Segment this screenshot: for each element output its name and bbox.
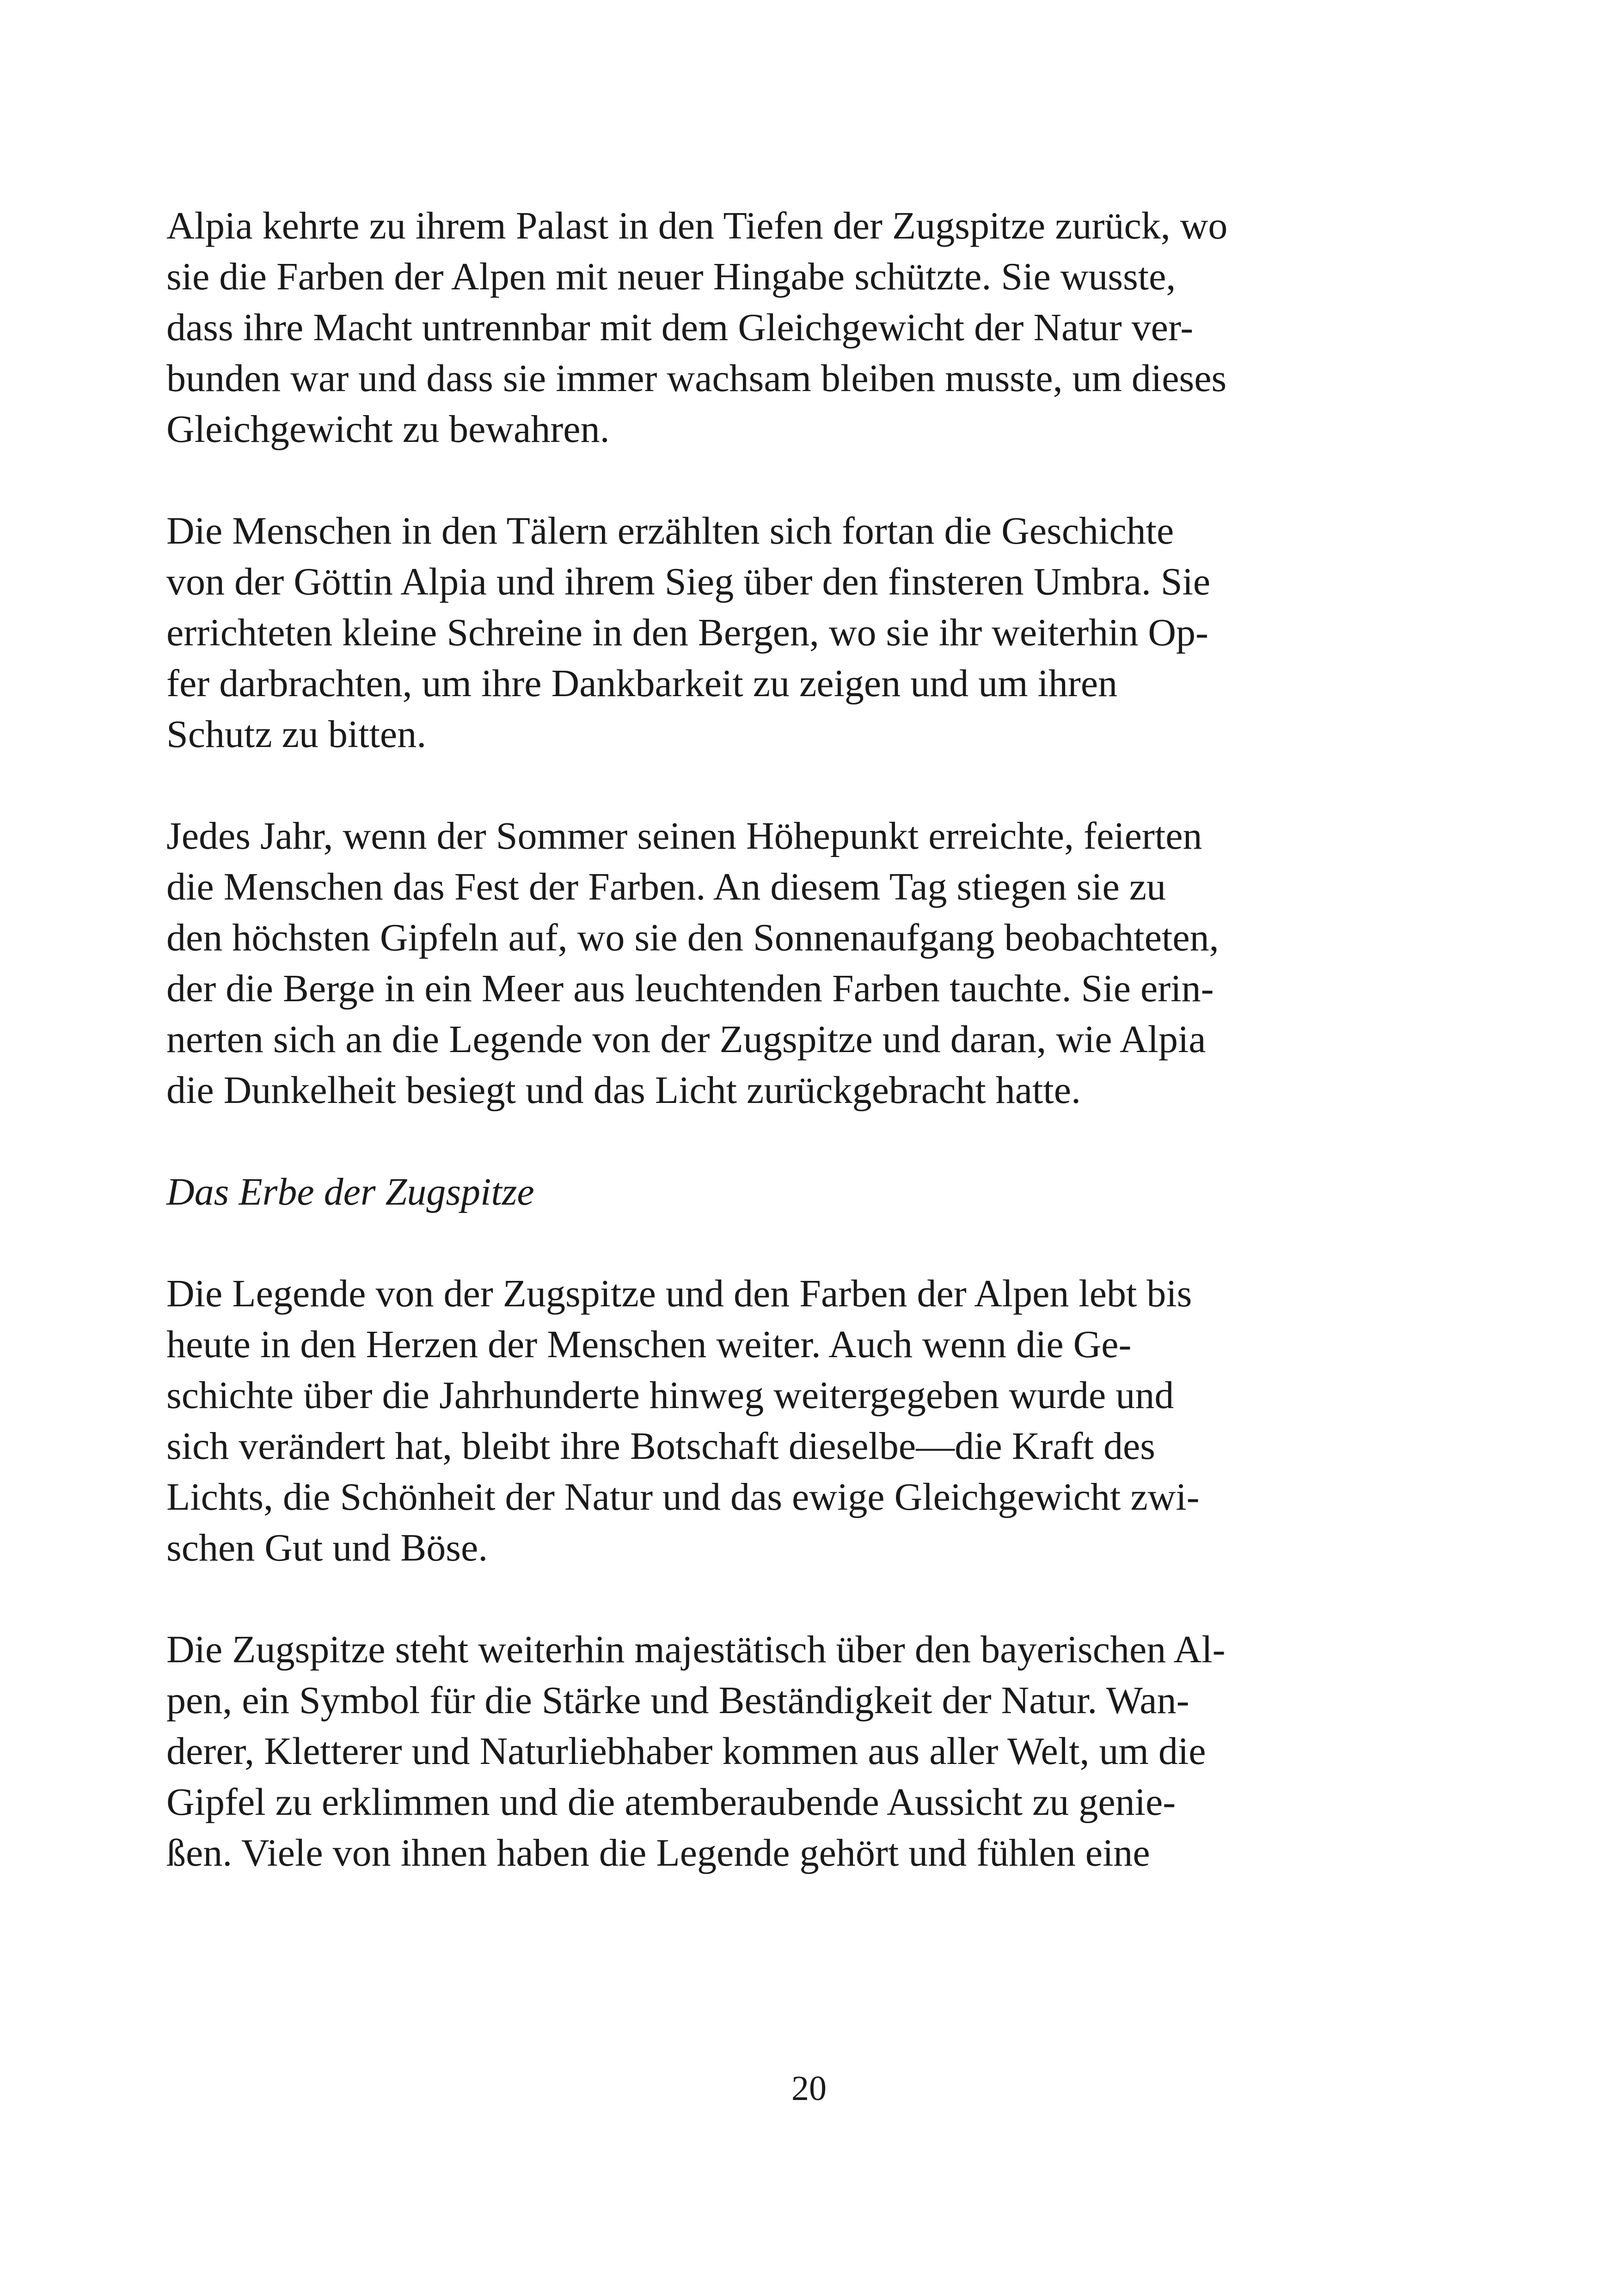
text-line: dass ihre Macht untrennbar mit dem Gleichgewicht der Natur ver- bbox=[166, 306, 1194, 349]
text-line: Die Legende von der Zugspitze und den Farben der Alpen lebt bis bbox=[166, 1272, 1192, 1315]
text-line: Schutz zu bitten. bbox=[166, 713, 427, 756]
text-line: von der Göttin Alpia und ihrem Sieg über den finsteren Umbra. Sie bbox=[166, 560, 1211, 603]
text-line: errichteten kleine Schreine in den Bergen, wo sie ihr weiterhin Op- bbox=[166, 611, 1209, 654]
text-line: pen, ein Symbol für die Stärke und Beständigkeit der Natur. Wan- bbox=[166, 1679, 1189, 1722]
text-line: Jedes Jahr, wenn der Sommer seinen Höhepunkt erreichte, feierten bbox=[166, 814, 1202, 857]
text-line: der die Berge in ein Meer aus leuchtenden Farben tauchte. Sie erin- bbox=[166, 967, 1214, 1010]
paragraph-3 bbox=[166, 811, 1442, 1116]
text-line: schen Gut und Böse. bbox=[166, 1526, 488, 1569]
text-line: ßen. Viele von ihnen haben die Legende gehört und fühlen eine bbox=[166, 1831, 1150, 1874]
text-line: die Menschen das Fest der Farben. An diesem Tag stiegen sie zu bbox=[166, 865, 1166, 908]
text-line: Lichts, die Schönheit der Natur und das ewige Gleichgewicht zwi- bbox=[166, 1476, 1200, 1518]
text-line: derer, Kletterer und Naturliebhaber kommen aus aller Welt, um die bbox=[166, 1730, 1206, 1773]
text-line: Die Menschen in den Tälern erzählten sich fortan die Geschichte bbox=[166, 509, 1174, 552]
text-line: die Dunkelheit besiegt und das Licht zurückgebracht hatte. bbox=[166, 1069, 1081, 1112]
text-line: Die Zugspitze steht weiterhin majestätisch über den bayerischen Al- bbox=[166, 1628, 1226, 1671]
section-heading-text: Das Erbe der Zugspitze bbox=[166, 1170, 534, 1213]
section-heading bbox=[166, 1167, 1442, 1218]
paragraph-4 bbox=[166, 1268, 1442, 1574]
text-line: nerten sich an die Legende von der Zugspitze und daran, wie Alpia bbox=[166, 1018, 1206, 1061]
paragraph-1 bbox=[166, 201, 1442, 455]
text-line: schichte über die Jahrhunderte hinweg weitergegeben wurde und bbox=[166, 1374, 1174, 1417]
text-line: Gipfel zu erklimmen und die atemberaubende Aussicht zu genie- bbox=[166, 1781, 1176, 1824]
text-line: Alpia kehrte zu ihrem Palast in den Tiefen der Zugspitze zurück, wo bbox=[166, 204, 1228, 247]
text-line: sie die Farben der Alpen mit neuer Hingabe schützte. Sie wusste, bbox=[166, 255, 1176, 298]
text-line: den höchsten Gipfeln auf, wo sie den Sonnenaufgang beobachteten, bbox=[166, 916, 1219, 959]
text-line: sich verändert hat, bleibt ihre Botschaft dieselbe—die Kraft des bbox=[166, 1425, 1155, 1468]
text-line: heute in den Herzen der Menschen weiter. Auch wenn die Ge- bbox=[166, 1323, 1132, 1366]
page-body bbox=[166, 201, 1442, 1929]
page-number: 20 bbox=[791, 2069, 827, 2108]
text-line: bunden war und dass sie immer wachsam bleiben musste, um dieses bbox=[166, 357, 1227, 400]
text-line: fer darbrachten, um ihre Dankbarkeit zu zeigen und um ihren bbox=[166, 662, 1118, 705]
paragraph-2 bbox=[166, 506, 1442, 760]
text-line: Gleichgewicht zu bewahren. bbox=[166, 408, 610, 451]
paragraph-5 bbox=[166, 1624, 1442, 1879]
